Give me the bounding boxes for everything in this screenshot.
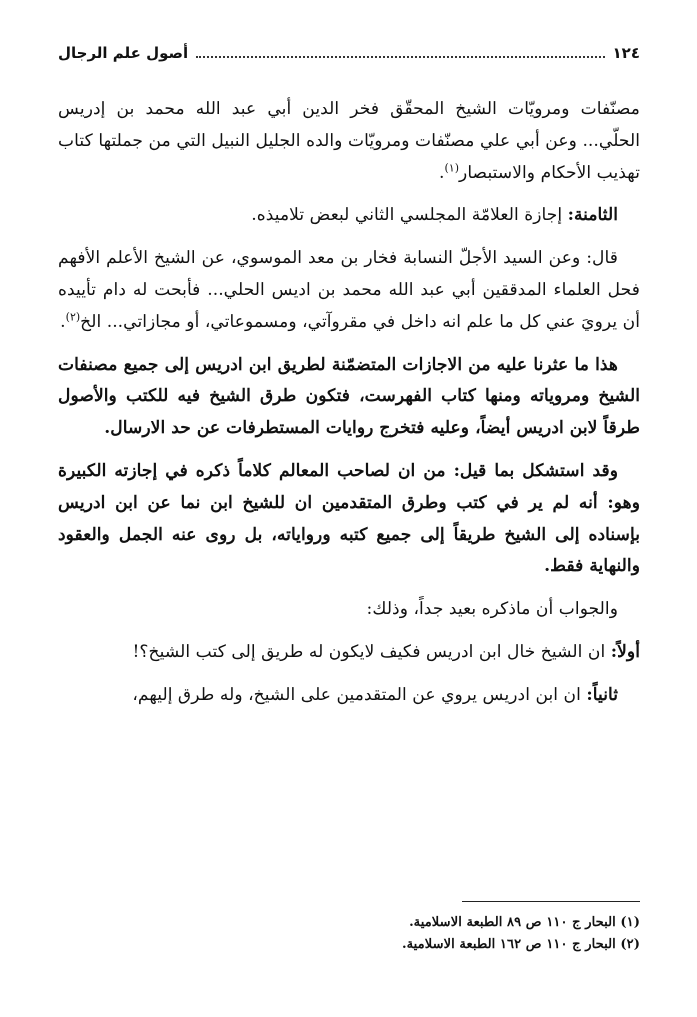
item-label-first: أولاً: [610, 641, 640, 662]
paragraph-3: قال: وعن السيد الأجلّ النسابة فخار بن معد الموسوي، عن الشيخ الأعلم الأفهم فحل العلماء المدققين أبي عبد الله محمد بن اديس الحلي... فأبحت له دام تأييده أن يرويَ عني كل ما علم انه داخل في مقروآتي، ومسموعاتي، أو مجازاتي... الخ$^{(٢)}$. [58, 248, 640, 332]
item-label-second: ثانياً: [586, 684, 618, 705]
header-dot-leader [196, 46, 604, 58]
paragraph-4: هذا ما عثرنا عليه من الاجازات المتضمّنة لطريق ابن ادريس إلى جميع مصنفات الشيخ ومروياته ومنها كتاب الفهرست، فتكون طرق الشيخ فيه للكتب والأصول طرقاً لابن ادريس أيضاً، وعليه فتخرج روايات المستطرفات عن حد الارسال. [58, 354, 640, 439]
footnote-divider [462, 901, 640, 902]
footnote-2: (٢) البحار ج ١١٠ ص ١٦٢ الطبعة الاسلامية. [402, 937, 640, 952]
paragraph-6: والجواب أن ماذكره بعيد جداً، وذلك: [366, 599, 618, 620]
paragraph-8-text: ان ابن ادريس يروي عن المتقدمين على الشيخ، وله طرق إليهم، [132, 684, 587, 705]
footnotes [58, 912, 640, 956]
item-label-eighth: الثامنة: [567, 205, 618, 226]
footnote-1: (١) البحار ج ١١٠ ص ٨٩ الطبعة الاسلامية. [409, 915, 640, 930]
paragraph-7 [58, 637, 640, 669]
paragraph-5 [58, 456, 640, 583]
paragraph-2-text: إجازة العلامّة المجلسي الثاني لبعض تلاميذه. [251, 205, 568, 226]
paragraph-2 [58, 200, 640, 232]
page-number: ١٢٤ [612, 44, 640, 62]
footnote-ref-2: (٢) [65, 310, 81, 324]
paragraph-1: مصنّفات ومرويّات الشيخ المحقّق فخر الدين أبي عبد الله محمد بن إدريس الحلّي... وعن أبي علي مصنّفات ومرويّات والده الجليل النبيل التي من جملتها كتاب تهذيب الأحكام والاستبصار$^{(١)}$. [58, 99, 640, 183]
paragraph-1-text: مصنّفات ومرويّات الشيخ المحقّق فخر الدين أبي عبد الله محمد بن إدريس الحلّي... وعن أبي علي مصنّفات ومرويّات والده الجليل النبيل التي من جملتها كتاب تهذيب الأحكام والاستبصار [58, 99, 640, 183]
footnote-ref-1: (١) [444, 160, 460, 174]
running-title: أصول علم الرجال [58, 44, 189, 62]
page-header [58, 44, 640, 74]
paragraph-7-text: ان الشيخ خال ابن ادريس فكيف لايكون له طريق إلى كتب الشيخ؟! [132, 641, 611, 662]
paragraph-5-text: وقد استشكل بما قيل: من ان لصاحب المعالم كلاماً ذكره في إجازته الكبيرة وهو: أنه لم ير في كتب وطرق المتقدمين ان للشيخ ابن نما عن ابن ادريس بإسناده إلى الشيخ طريقاً إلى جميع كتبه ورواياته، بل روى عنه الجمل والعقود والنهاية فقط. [58, 460, 640, 577]
paragraph-8 [58, 680, 640, 712]
paragraph-3-text: قال: وعن السيد الأجلّ النسابة فخار بن معد الموسوي، عن الشيخ الأعلم الأفهم فحل العلماء المدققين أبي عبد الله محمد بن اديس الحلي... فأبحت له دام تأييده أن يرويَ عني كل ما علم انه داخل في مقروآتي، ومسموعاتي، أو مجازاتي... الخ [58, 248, 640, 332]
body-text [58, 94, 640, 712]
book-page [58, 44, 640, 984]
